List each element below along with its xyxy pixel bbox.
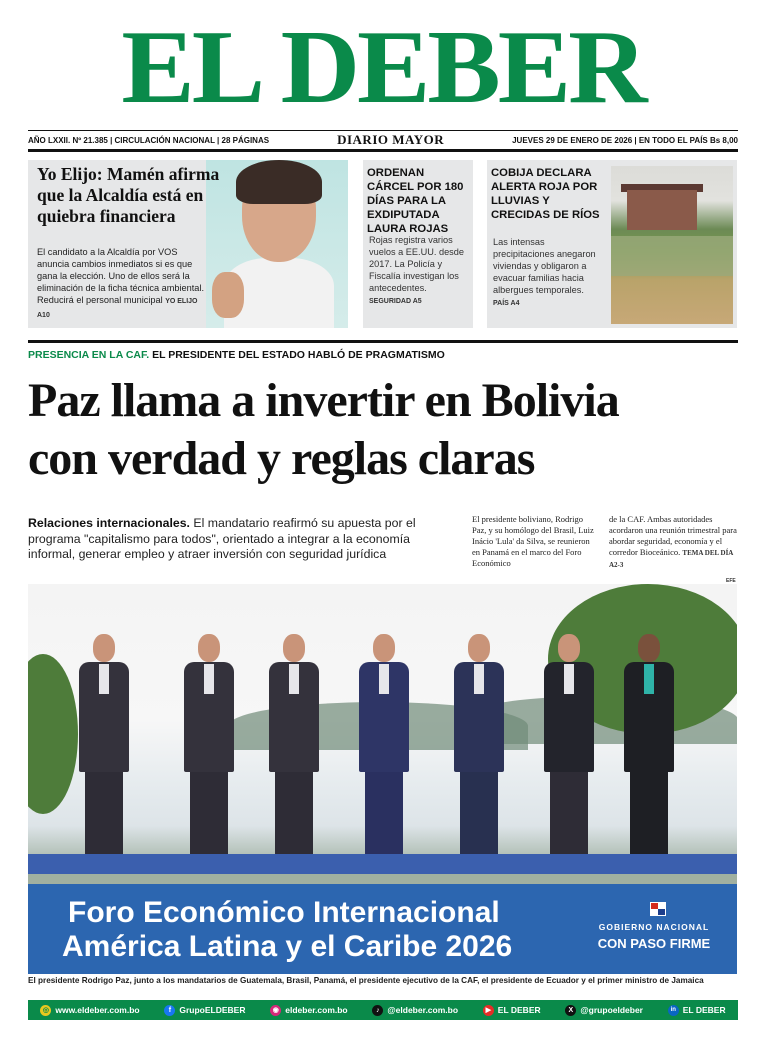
main-photo[interactable] [28,584,737,974]
photo-person [538,634,598,864]
footer-label: GrupoELDEBER [179,1005,246,1015]
kicker-highlight: PRESENCIA EN LA CAF. [28,349,150,361]
article-column-2 [609,514,737,571]
teaser-title: Yo Elijo: Mamén afirma que la Alcaldía está en quiebra financiera [37,164,220,226]
x-icon: X [565,1005,576,1016]
column-2-ref: TEMA DEL DÍA A2-3 [609,549,733,569]
banner-line-1: Foro Económico Internacional [68,896,500,929]
tiktok-icon: ♪ [372,1005,383,1016]
photo-caption: El presidente Rodrigo Paz, junto a los mandatarios de Guatemala, Brasil, Panamá, el presidente ejecutivo de la CAF, el presidente de Ecuador y el primer ministro de Jamaica [28,976,704,985]
headline-line-2: con verdad y reglas claras [28,432,535,485]
teaser-photo-flood [611,166,733,324]
banner-gobierno: GOBIERNO NACIONAL [598,922,710,932]
main-headline[interactable] [28,372,766,488]
footer-linkedin[interactable] [668,1005,726,1016]
section-divider [28,340,738,343]
kicker-text: EL PRESIDENTE DEL ESTADO HABLÓ DE PRAGMATISMO [152,349,445,361]
main-lead [28,516,448,563]
edition-number: AÑO LXXII. Nº 21.385 | CIRCULACIÓN NACIONAL | 28 PÁGINAS [28,135,270,145]
teaser-laura-rojas[interactable] [363,160,473,328]
photo-credit: EFE [726,578,736,584]
footer-label: www.eldeber.com.bo [55,1005,140,1015]
teaser-title: ORDENAN CÁRCEL POR 180 DÍAS PARA LA EXDIPUTADA LAURA ROJAS [367,167,464,235]
teaser-body [37,246,205,322]
banner-line-2: América Latina y el Caribe 2026 [62,930,513,963]
photo-person [448,634,508,864]
footer-instagram[interactable] [270,1005,347,1016]
main-kicker [28,349,445,361]
teaser-section-ref: PAÍS A4 [493,300,520,307]
portrait-hand [212,272,244,318]
banner-paso-firme: CON PASO FIRME [597,936,711,951]
house [627,190,697,230]
footer-label: EL DEBER [497,1005,541,1015]
footer-youtube[interactable] [483,1005,541,1016]
footer-x[interactable] [565,1005,643,1016]
panama-flag-icon [650,902,666,916]
footer-label: @grupoeldeber [580,1005,643,1015]
lead-text: El mandatario reafirmó su apuesta por el programa "capitalismo para todos", orientado a integrar a la economía informal, generar empleo y atraer inversión con seguridad jurídica [28,516,416,561]
footer-tiktok[interactable] [372,1005,458,1016]
footer-facebook[interactable] [164,1005,245,1016]
photo-tree [28,654,78,814]
facebook-icon: f [164,1005,175,1016]
edition-tagline: DIARIO MAYOR [337,132,445,147]
globe-icon: ◎ [40,1005,51,1016]
lead-label: Relaciones internacionales. [28,516,190,530]
teaser-title: COBIJA DECLARA ALERTA ROJA POR LLUVIAS Y CRECIDAS DE RÍOS [491,167,600,221]
photo-person [178,634,238,864]
article-column-1: El presidente boliviano, Rodrigo Paz, y su homólogo del Brasil, Luiz Inácio 'Lula' da Silva, se reunieron en Panamá en el marco del Foro Económico [472,514,594,568]
teaser-body: Rojas registra varios vuelos a EE.UU. desde 2017. La Policía y Fiscalía investigan los antecedentes. SEGURIDAD A5 [369,235,464,305]
footer-label: eldeber.com.bo [285,1005,348,1015]
photo-person [618,634,678,864]
social-footer [28,1000,738,1020]
flood-water [611,236,733,276]
photo-person [73,634,133,864]
photo-person [263,634,323,864]
portrait-hair [236,160,322,204]
linkedin-icon: in [668,1005,679,1016]
footer-website[interactable] [40,1005,139,1016]
edition-date-price: JUEVES 29 DE ENERO DE 2026 | EN TODO EL PAÍS Bs 8,00 [512,135,738,145]
event-banner [28,884,737,974]
youtube-icon: ▶ [483,1005,494,1016]
edition-info-bar [28,130,738,152]
teaser-body-text: El candidato a la Alcaldía por VOS anuncia cambios inmediatos si es que gana la elección. Uno de ellos será la eliminación de la ficha técnica ambiental. Reducirá el personal municipal [37,247,204,305]
photo-person [353,634,413,864]
footer-label: EL DEBER [682,1005,726,1015]
footer-label: @eldeber.com.bo [387,1005,459,1015]
teaser-body: Las intensas precipitaciones anegaron viviendas y obligaron a evacuar familias hacia albergues temporales. PAÍS A4 [493,237,596,307]
teaser-section-ref: SEGURIDAD A5 [369,298,422,305]
teaser-yo-elijo[interactable] [28,160,348,328]
masthead-logo[interactable]: EL DEBER [121,9,645,125]
teaser-cobija[interactable] [487,160,737,328]
column-2-text: de la CAF. Ambas autoridades acordaron una reunión trimestral para abordar seguridad, economía y el corredor Bioceánico. [609,514,737,557]
headline-line-1: Paz llama a invertir en Bolivia [28,374,619,427]
instagram-icon: ◉ [270,1005,281,1016]
photo-stage [28,854,737,874]
teaser-section-ref: YO ELIJO A10 [37,298,198,319]
